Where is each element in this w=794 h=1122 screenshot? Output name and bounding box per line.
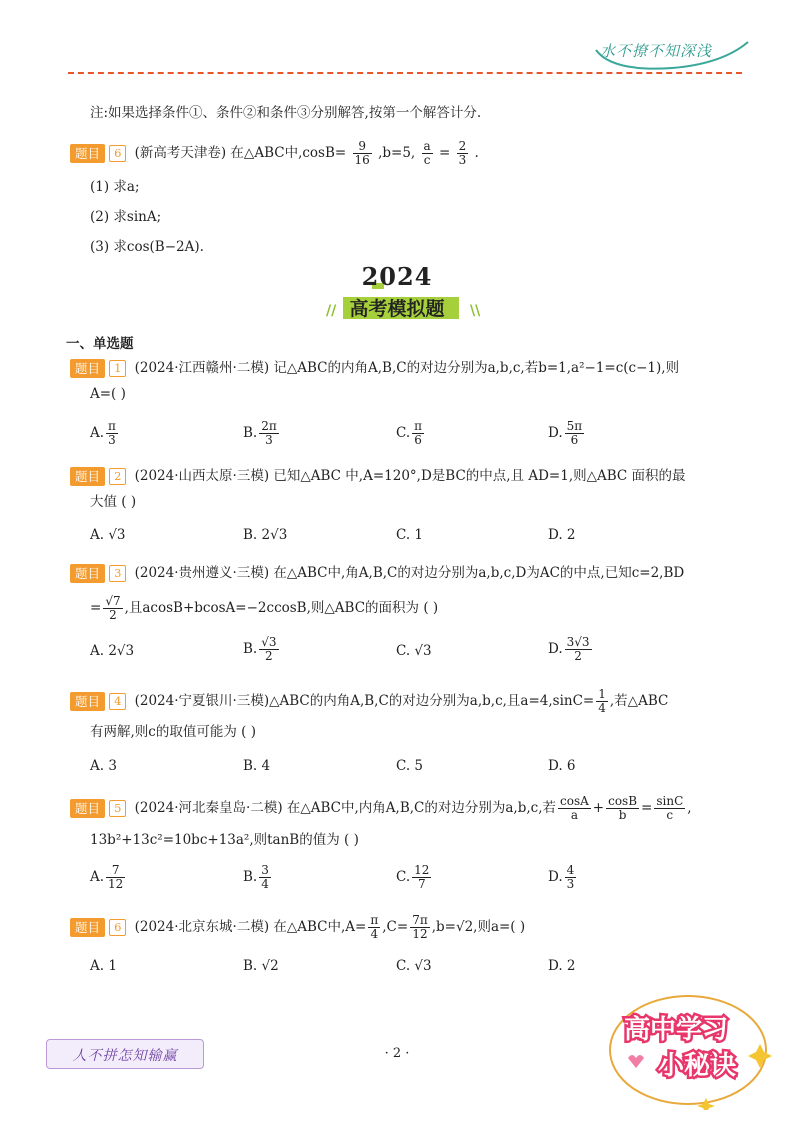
question-number: 6 <box>109 919 126 936</box>
question-number: 2 <box>109 468 126 485</box>
question-text: 有两解,则c的取值可能为 ( ) <box>90 724 256 740</box>
question-text: (新高考天津卷) 在△ABC中,cosB= <box>134 145 347 161</box>
question-tag: 题目 <box>70 918 105 937</box>
option-b: B. $\frac{3}{4}$ <box>243 863 269 891</box>
question-text: = $\frac{√7}{2}$ ,且acosB+bcosA=−2ccosB,则△ABC的面积为 ( ) <box>90 594 439 622</box>
option-d: D. $\frac{5\pi}{6}$ <box>548 419 583 447</box>
question-text: (2024·河北秦皇岛·二模) 在△ABC中,内角A,B,C的对边分别为a,b,c,若 <box>134 800 557 816</box>
header-divider <box>68 72 742 74</box>
question-tag: 题目 <box>70 467 105 486</box>
option-d: D. 6 <box>548 758 576 774</box>
right-slash-decoration: \\ <box>470 303 481 319</box>
option-d: D. $\frac{3√3}{2}$ <box>548 635 590 663</box>
option-a: A. $\frac{\pi}{3}$ <box>90 419 116 447</box>
option-b: B. $\frac{2\pi}{3}$ <box>243 419 277 447</box>
fraction: $\frac{\pi}{4}$ <box>370 913 379 941</box>
question-text: 大值 ( ) <box>90 494 137 510</box>
question-3 <box>70 562 684 584</box>
part-3: (3) 求cos(B−2A). <box>90 239 204 255</box>
question-number: 1 <box>109 360 126 377</box>
question-tag: 题目 <box>70 692 105 711</box>
fraction: $\frac{7\pi}{12}$ <box>412 913 428 941</box>
footer-motto: 人不拼怎知输赢 <box>72 1048 178 1064</box>
question-tag: 题目 <box>70 144 105 163</box>
question-text: ,b=5, <box>378 145 416 161</box>
question-number: 5 <box>109 800 126 817</box>
badge-line-2: 小秘诀 <box>658 1051 737 1081</box>
fraction: $\frac{2}{3}$ <box>458 139 467 167</box>
question-number: 6 <box>109 145 126 162</box>
option-c: C. √3 <box>396 643 432 659</box>
section-heading: 一、单选题 <box>66 336 134 352</box>
question-number: 3 <box>109 565 126 582</box>
header-motto: 水不撩不知深浅 <box>600 42 713 60</box>
option-c: C. $\frac{12}{7}$ <box>396 863 430 891</box>
option-d: D. 2 <box>548 958 576 974</box>
question-2 <box>70 465 686 487</box>
section-year: 2024 <box>361 262 433 291</box>
option-a: A. 3 <box>90 758 117 774</box>
fraction: $\frac{9}{16}$ <box>354 139 370 167</box>
question-text: ,b=√2,则a=( ) <box>431 919 526 935</box>
option-b: B. 4 <box>243 758 271 774</box>
option-c: C. √3 <box>396 958 432 974</box>
question-4 <box>70 688 668 715</box>
option-c: C. $\frac{\pi}{6}$ <box>396 419 423 447</box>
question-text: (2024·北京东城·二模) 在△ABC中,A= <box>134 919 367 935</box>
question-5 <box>70 795 692 822</box>
question-6 <box>70 914 525 941</box>
question-text: (2024·宁夏银川·三模)△ABC的内角A,B,C的对边分别为a,b,c,且a=4,sinC= <box>134 693 595 709</box>
question-text: A=( ) <box>90 386 126 402</box>
question-1 <box>70 357 679 379</box>
option-d: D. $\frac{4}{3}$ <box>548 863 575 891</box>
fraction: $\frac{1}{4}$ <box>598 687 606 715</box>
option-b: B. √2 <box>243 958 279 974</box>
question-text: (2024·江西赣州·二模) 记△ABC的内角A,B,C的对边分别为a,b,c,若b=1,a²−1=c(c−1),则 <box>134 360 680 376</box>
part-1: (1) 求a; <box>90 179 140 195</box>
left-slash-decoration: // <box>326 303 337 319</box>
question-text: (2024·贵州遵义·三模) 在△ABC中,角A,B,C的对边分别为a,b,c,D为AC的中点,已知c=2,BD <box>134 565 685 581</box>
equals-sign: = <box>438 145 451 161</box>
question-tag: 题目 <box>70 799 105 818</box>
page-number: · 2 · <box>384 1046 410 1061</box>
option-b: B. $\frac{√3}{2}$ <box>243 635 277 663</box>
note-text: 注:如果选择条件①、条件②和条件③分别解答,按第一个解答计分. <box>90 105 482 121</box>
question-text: (2024·山西太原·三模) 已知△ABC 中,A=120°,D是BC的中点,且 AD=1,则△ABC 面积的最 <box>134 468 686 484</box>
section-subtitle: 高考模拟题 <box>349 298 445 320</box>
study-tips-badge <box>606 992 782 1110</box>
question-text: 13b²+13c²=10bc+13a²,则tanB的值为 ( ) <box>90 832 359 848</box>
option-a: A. 1 <box>90 958 117 974</box>
period: . <box>474 145 479 161</box>
prev-question-6 <box>70 140 479 167</box>
part-2: (2) 求sinA; <box>90 209 162 225</box>
equals-sign: = <box>641 800 653 816</box>
plus-sign: + <box>592 800 605 816</box>
fraction: $\frac{\cos A}{a}$ <box>560 794 589 822</box>
fraction: $\frac{a}{c}$ <box>423 139 431 167</box>
option-b: B. 2√3 <box>243 527 288 543</box>
option-d: D. 2 <box>548 527 576 543</box>
question-tag: 题目 <box>70 564 105 583</box>
option-a: A. $\frac{7}{12}$ <box>90 863 124 891</box>
option-c: C. 5 <box>396 758 424 774</box>
option-c: C. 1 <box>396 527 424 543</box>
badge-line-1: 高中学习 <box>624 1015 729 1045</box>
option-a: A. 2√3 <box>90 643 135 659</box>
question-text: ,若△ABC <box>609 693 669 709</box>
question-tag: 题目 <box>70 359 105 378</box>
question-number: 4 <box>109 693 126 710</box>
comma: , <box>687 800 692 816</box>
option-a: A. √3 <box>90 527 126 543</box>
fraction: $\frac{\sin C}{c}$ <box>656 794 684 822</box>
fraction: $\frac{\cos B}{b}$ <box>608 794 638 822</box>
question-text: ,C= <box>382 919 409 935</box>
